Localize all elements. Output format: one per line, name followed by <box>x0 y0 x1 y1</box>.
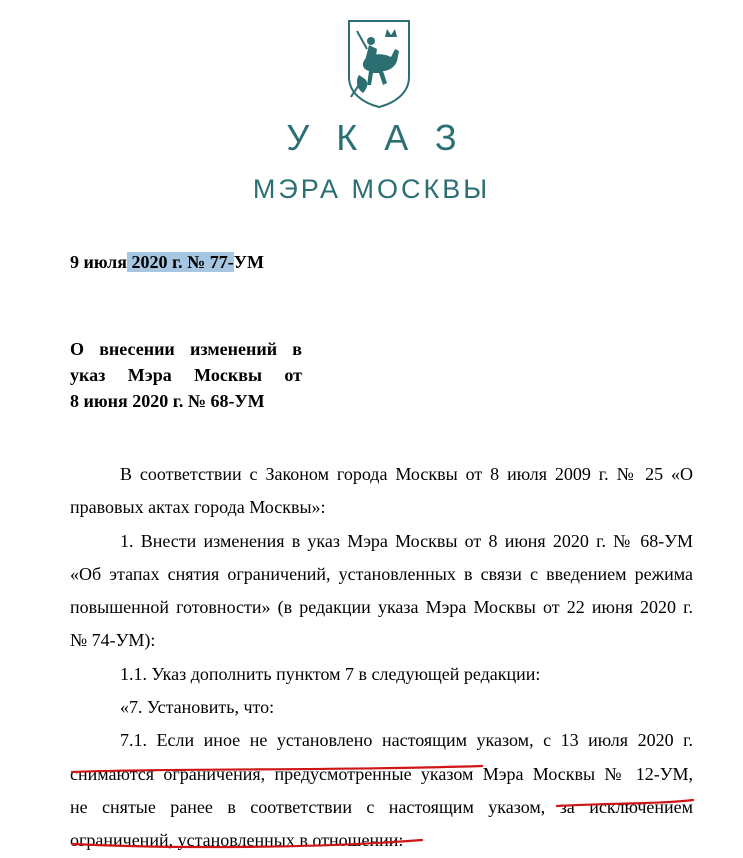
underlined-exception-text: за исключением <box>559 796 694 817</box>
decree-date-part: 9 июля <box>70 252 128 272</box>
paragraph-1-line-3: повышенной готовности» (в редакции указа Мэра Москвы от 22 июня 2020 г. <box>70 597 693 618</box>
document-subtitle: МЭРА МОСКВЫ <box>252 174 491 204</box>
paragraph-preamble-line-1: В соответствии с Законом города Москвы от 8 июля 2009 г. № 25 «О <box>120 464 693 484</box>
paragraph-7-1-line-3-start: не снятые ранее в соответствии с настоящим указом, <box>70 796 560 817</box>
moscow-coat-of-arms-icon <box>347 19 411 109</box>
subject-line-3: 8 июня 2020 г. № 68-УМ <box>70 391 265 411</box>
document-title: УКАЗ <box>286 117 484 158</box>
decree-body <box>70 458 693 858</box>
decree-subject <box>70 336 302 414</box>
paragraph-1-line-2: «Об этапах снятия ограничений, установленных в связи с введением режима <box>70 563 693 584</box>
paragraph-1-line-1: 1. Внести изменения в указ Мэра Москвы от 8 июня 2020 г. № 68-УМ <box>120 530 693 551</box>
decree-date-highlighted: 2020 г. № 77- <box>127 252 234 272</box>
paragraph-7-1-line-2-rest: Мэра Москвы № 12-УМ, <box>473 763 693 784</box>
paragraph-1-line-4: № 74-УМ): <box>70 630 156 651</box>
decree-date-suffix: УМ <box>233 252 264 272</box>
underlined-restrictions-text: снимаются ограничения, предусмотренные указом <box>70 763 474 784</box>
paragraph-1-1-line-1: 1.1. Указ дополнить пунктом 7 в следующей редакции: <box>120 663 541 684</box>
paragraph-7-1-line-2 <box>70 758 693 791</box>
paragraph-7-line-1: «7. Установить, что: <box>120 697 275 718</box>
subject-line-2: указ Мэра Москвы от <box>70 365 302 385</box>
paragraph-7-1-line-1: 7.1. Если иное не установлено настоящим указом, с 13 июля 2020 г. <box>120 730 693 751</box>
paragraph-7-1-line-4: ограничений, установленных в отношении: <box>70 830 404 851</box>
subject-line-1: О внесении изменений в <box>70 339 302 359</box>
decree-date-number <box>70 250 264 274</box>
paragraph-7-1-line-3 <box>70 791 693 824</box>
paragraph-preamble-line-2: правовых актах города Москвы»: <box>70 497 326 518</box>
